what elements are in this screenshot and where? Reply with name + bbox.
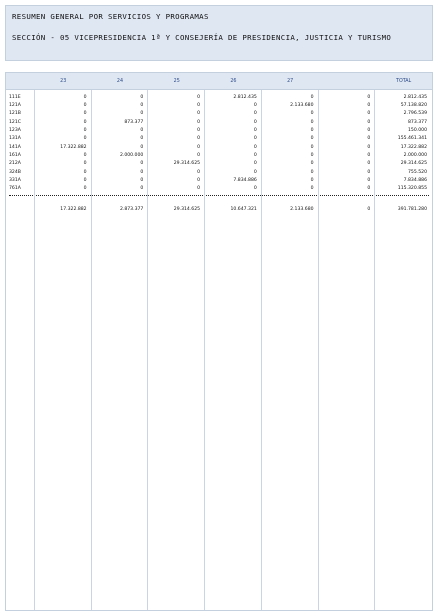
amount-cell: 0 <box>83 111 87 117</box>
amount-cell: 0 <box>367 161 371 167</box>
summary-table <box>5 72 433 611</box>
amount-cell: 0 <box>253 128 257 134</box>
amount-cell: 0 <box>367 169 371 175</box>
amount-cell: 0 <box>83 153 87 159</box>
amount-cell: 873.377 <box>124 119 144 125</box>
amount-cell: 0 <box>253 111 257 117</box>
amount-cell: 0 <box>310 136 314 142</box>
program-code-cell: 331A <box>9 178 21 184</box>
amount-cell: 0 <box>253 144 257 150</box>
table-row <box>6 168 432 176</box>
totals-cell <box>6 202 35 217</box>
amount-cell: 0 <box>83 103 87 109</box>
amount-cell: 0 <box>140 161 144 167</box>
amount-cell: 0 <box>83 178 87 184</box>
program-code-cell: 121B <box>9 111 21 117</box>
amount-cell: 2.812.435 <box>233 94 257 100</box>
table-row <box>6 93 432 101</box>
totals-cell: 29.314.625 <box>173 207 201 213</box>
amount-cell: 0 <box>310 144 314 150</box>
amount-cell: 0 <box>367 94 371 100</box>
amount-cell: 0 <box>253 186 257 192</box>
amount-cell: 0 <box>83 119 87 125</box>
amount-cell: 0 <box>253 136 257 142</box>
amount-cell: 115.320.855 <box>397 186 427 192</box>
totals-cell: 2.873.377 <box>119 207 144 213</box>
table-row <box>6 101 432 109</box>
amount-cell: 29.314.625 <box>173 161 201 167</box>
table-body <box>6 90 432 193</box>
amount-cell: 0 <box>197 178 201 184</box>
column-header: 27 <box>287 78 294 84</box>
amount-cell: 0 <box>197 144 201 150</box>
empty-rows-background <box>6 258 432 610</box>
program-code-cell: 121C <box>9 119 21 125</box>
amount-cell: 0 <box>367 153 371 159</box>
amount-cell: 2.000.000 <box>403 153 427 159</box>
amount-cell: 2.796.539 <box>403 111 427 117</box>
totals-cell: 0 <box>367 207 371 213</box>
program-code-cell: 123A <box>9 128 21 134</box>
section-title: SECCIÓN - 05 VICEPRESIDENCIA 1ª Y CONSEJERÍA DE PRESIDENCIA, JUSTICIA Y TURISMO <box>12 33 392 42</box>
program-code-cell: 111E <box>9 94 21 100</box>
amount-cell: 0 <box>367 103 371 109</box>
column-header <box>6 73 35 89</box>
amount-cell: 0 <box>83 128 87 134</box>
totals-separator <box>9 195 429 201</box>
amount-cell: 0 <box>83 136 87 142</box>
amount-cell: 755.520 <box>408 169 427 175</box>
amount-cell: 0 <box>367 136 371 142</box>
totals-cell: 17.322.882 <box>60 207 87 213</box>
amount-cell: 2.000.000 <box>119 153 144 159</box>
table-row <box>6 176 432 184</box>
amount-cell: 17.322.882 <box>400 144 427 150</box>
amount-cell: 0 <box>140 169 144 175</box>
amount-cell: 0 <box>197 153 201 159</box>
amount-cell: 7.834.886 <box>233 178 257 184</box>
amount-cell: 0 <box>367 178 371 184</box>
amount-cell: 57.138.820 <box>400 103 427 109</box>
amount-cell: 0 <box>310 111 314 117</box>
amount-cell: 0 <box>197 136 201 142</box>
table-row <box>6 185 432 193</box>
column-header-total: TOTAL <box>396 78 412 84</box>
totals-cell: 10.647.321 <box>230 207 257 213</box>
table-row <box>6 110 432 118</box>
table-header-row <box>6 73 432 90</box>
program-code-cell: 761A <box>9 186 21 192</box>
table-row <box>6 126 432 134</box>
column-header: 23 <box>60 78 67 84</box>
column-header: 25 <box>173 78 180 84</box>
program-code-cell: 121A <box>9 103 21 109</box>
amount-cell: 155.461.341 <box>397 136 427 142</box>
amount-cell: 0 <box>140 128 144 134</box>
amount-cell: 0 <box>310 169 314 175</box>
table-row <box>6 151 432 159</box>
amount-cell: 0 <box>83 161 87 167</box>
amount-cell: 0 <box>310 128 314 134</box>
totals-row <box>6 202 432 217</box>
amount-cell: 17.322.882 <box>60 144 87 150</box>
amount-cell: 873.377 <box>408 119 427 125</box>
amount-cell: 0 <box>310 153 314 159</box>
amount-cell: 0 <box>197 186 201 192</box>
amount-cell: 0 <box>310 161 314 167</box>
amount-cell: 0 <box>197 169 201 175</box>
amount-cell: 0 <box>83 186 87 192</box>
table-row <box>6 118 432 126</box>
amount-cell: 0 <box>83 169 87 175</box>
program-code-cell: 131A <box>9 136 21 142</box>
amount-cell: 0 <box>253 103 257 109</box>
amount-cell: 0 <box>367 119 371 125</box>
amount-cell: 0 <box>140 178 144 184</box>
totals-cell: 2.133.680 <box>290 207 314 213</box>
amount-cell: 0 <box>253 161 257 167</box>
amount-cell: 0 <box>367 128 371 134</box>
table-row <box>6 135 432 143</box>
amount-cell: 2.812.435 <box>403 94 427 100</box>
column-header: 24 <box>116 78 124 84</box>
amount-cell: 0 <box>83 94 87 100</box>
table-row <box>6 160 432 168</box>
amount-cell: 0 <box>140 111 144 117</box>
amount-cell: 0 <box>367 186 371 192</box>
program-code-cell: 212A <box>9 161 21 167</box>
amount-cell: 7.834.886 <box>403 178 427 184</box>
amount-cell: 0 <box>140 186 144 192</box>
amount-cell: 0 <box>253 153 257 159</box>
totals-cell-grand-total: 391.781.280 <box>397 207 428 213</box>
amount-cell: 0 <box>367 111 371 117</box>
amount-cell: 0 <box>310 94 314 100</box>
report-title: RESUMEN GENERAL POR SERVICIOS Y PROGRAMAS <box>12 12 209 21</box>
report-header <box>5 5 433 61</box>
amount-cell: 0 <box>197 119 201 125</box>
program-code-cell: 324B <box>9 169 21 175</box>
amount-cell: 2.133.680 <box>290 103 314 109</box>
amount-cell: 0 <box>197 103 201 109</box>
amount-cell: 150.000 <box>408 128 427 134</box>
program-code-cell: 161A <box>9 153 21 159</box>
amount-cell: 0 <box>310 119 314 125</box>
amount-cell: 0 <box>367 144 371 150</box>
amount-cell: 0 <box>253 169 257 175</box>
amount-cell: 0 <box>197 128 201 134</box>
amount-cell: 0 <box>197 94 201 100</box>
amount-cell: 0 <box>140 103 144 109</box>
amount-cell: 0 <box>140 136 144 142</box>
amount-cell: 0 <box>310 186 314 192</box>
amount-cell: 0 <box>253 119 257 125</box>
column-header <box>319 73 376 89</box>
program-code-cell: 141A <box>9 144 21 150</box>
amount-cell: 0 <box>140 94 144 100</box>
amount-cell: 0 <box>197 111 201 117</box>
amount-cell: 29.314.625 <box>400 161 427 167</box>
amount-cell: 0 <box>140 144 144 150</box>
table-row <box>6 143 432 151</box>
column-header: 26 <box>230 78 237 84</box>
amount-cell: 0 <box>310 178 314 184</box>
